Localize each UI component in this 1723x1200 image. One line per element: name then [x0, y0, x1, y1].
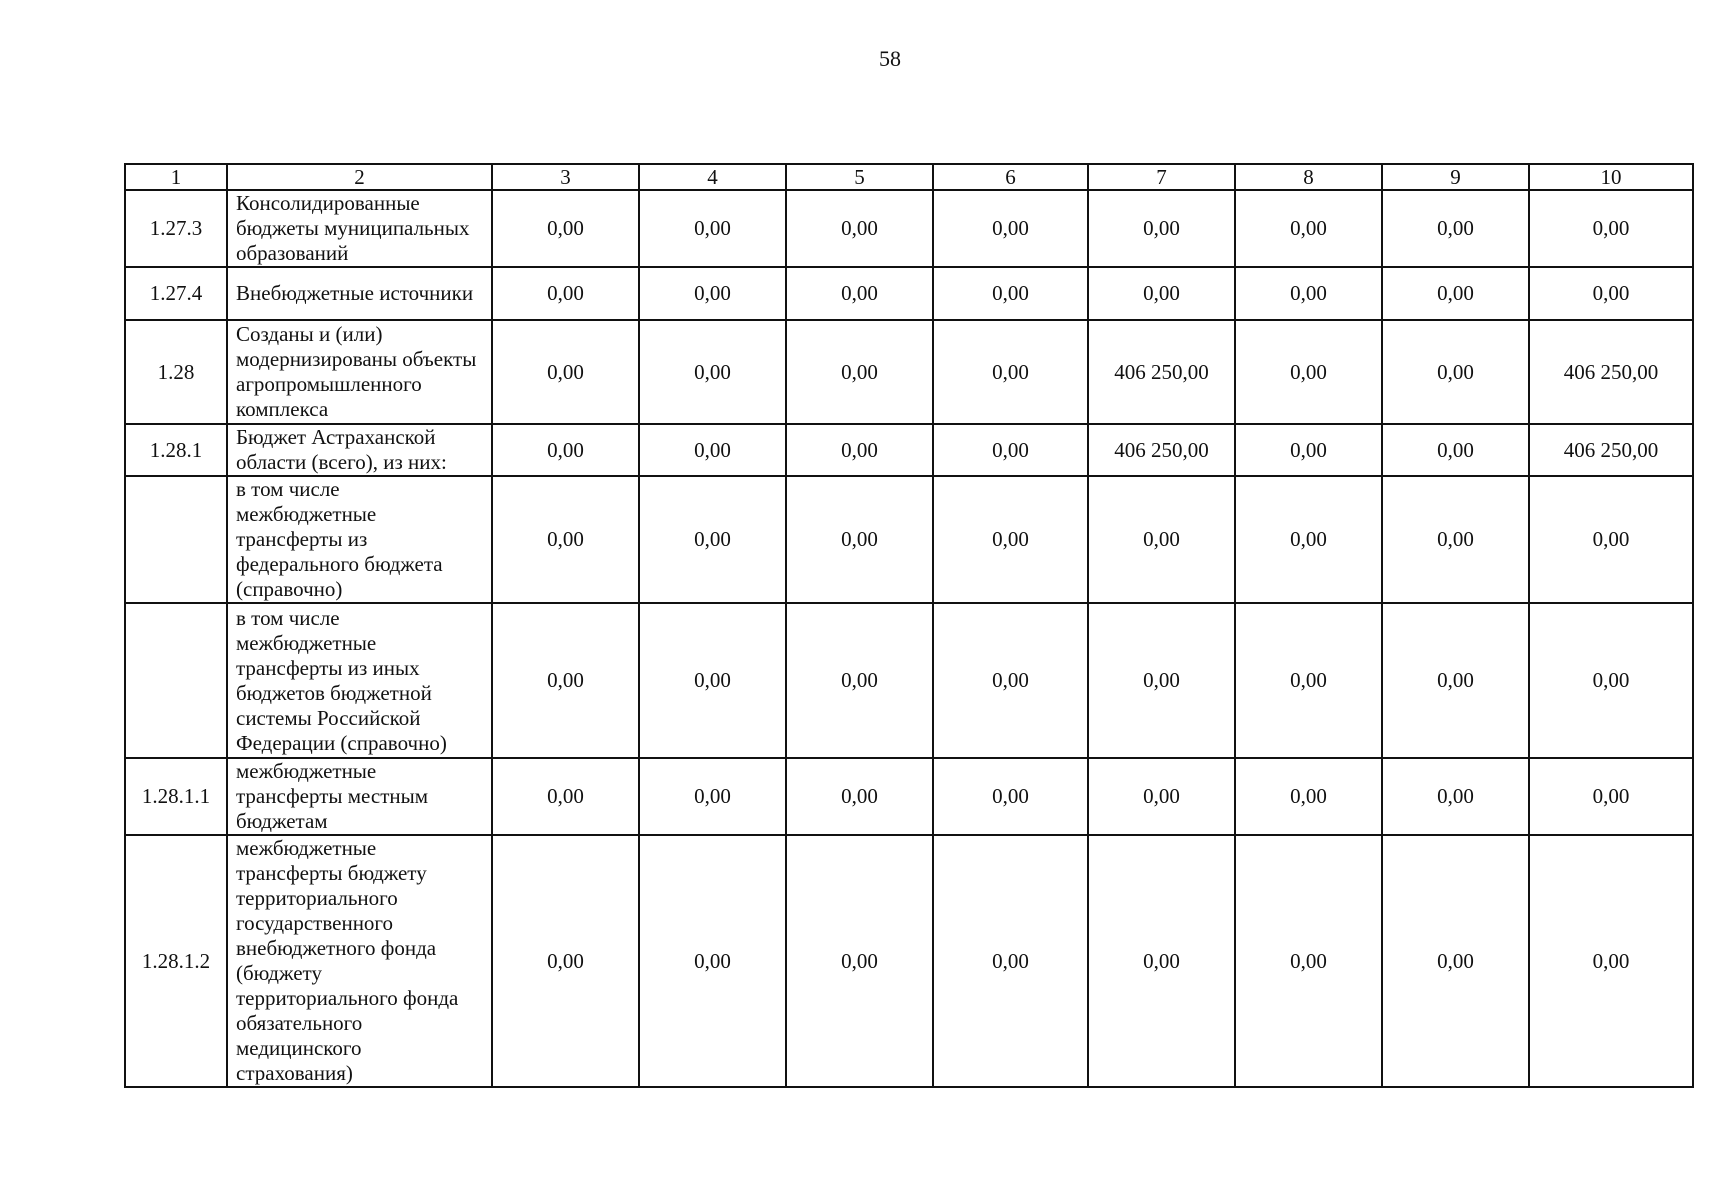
column-header: 4: [639, 164, 786, 190]
row-value: 406 250,00: [1529, 320, 1693, 424]
row-value: 0,00: [639, 835, 786, 1087]
row-value: 0,00: [786, 603, 933, 758]
table-row: [125, 424, 1693, 476]
column-header: 7: [1088, 164, 1235, 190]
column-header: 5: [786, 164, 933, 190]
row-value: 0,00: [1235, 758, 1382, 835]
row-value: 0,00: [1382, 190, 1529, 267]
row-value: 0,00: [786, 424, 933, 476]
row-value: 0,00: [933, 267, 1088, 320]
row-value: 0,00: [492, 835, 639, 1087]
column-header: 9: [1382, 164, 1529, 190]
row-value: 0,00: [933, 424, 1088, 476]
row-value: 0,00: [1088, 190, 1235, 267]
row-value: 0,00: [1529, 835, 1693, 1087]
row-code: 1.27.4: [125, 267, 227, 320]
row-code: [125, 603, 227, 758]
table-row: [125, 835, 1693, 1087]
row-value: 0,00: [639, 758, 786, 835]
row-value: 0,00: [786, 835, 933, 1087]
row-value: 0,00: [639, 267, 786, 320]
row-code: 1.27.3: [125, 190, 227, 267]
budget-table: [124, 163, 1694, 1088]
row-value: 0,00: [492, 476, 639, 603]
row-value: 0,00: [1235, 320, 1382, 424]
column-header: 1: [125, 164, 227, 190]
row-value: 0,00: [492, 758, 639, 835]
row-value: 0,00: [639, 424, 786, 476]
row-description: в том числе межбюджетные трансферты из федерального бюджета (справочно): [227, 476, 492, 603]
row-value: 0,00: [1235, 424, 1382, 476]
row-value: 0,00: [1382, 476, 1529, 603]
row-value: 0,00: [492, 190, 639, 267]
page-number: 58: [879, 46, 901, 71]
column-header: 2: [227, 164, 492, 190]
row-value: 0,00: [786, 758, 933, 835]
row-value: 0,00: [1088, 835, 1235, 1087]
row-description: межбюджетные трансферты бюджету территориального государственного внебюджетного фонда (бюджету территориального фонда обязательного медицинского страхования): [227, 835, 492, 1087]
row-value: 0,00: [492, 267, 639, 320]
row-value: 0,00: [1235, 476, 1382, 603]
row-description: в том числе межбюджетные трансферты из иных бюджетов бюджетной системы Российской Федерации (справочно): [227, 603, 492, 758]
row-value: 0,00: [1088, 758, 1235, 835]
row-value: 0,00: [786, 267, 933, 320]
row-value: 0,00: [933, 320, 1088, 424]
row-description: межбюджетные трансферты местным бюджетам: [227, 758, 492, 835]
row-value: 0,00: [1088, 603, 1235, 758]
row-value: 0,00: [933, 835, 1088, 1087]
row-value: 0,00: [1382, 267, 1529, 320]
column-header: 6: [933, 164, 1088, 190]
table-row: [125, 476, 1693, 603]
row-value: 406 250,00: [1088, 424, 1235, 476]
row-value: 0,00: [1235, 835, 1382, 1087]
row-code: 1.28: [125, 320, 227, 424]
row-value: 0,00: [1382, 835, 1529, 1087]
row-value: 0,00: [1529, 758, 1693, 835]
row-code: [125, 476, 227, 603]
row-value: 0,00: [1382, 603, 1529, 758]
row-value: 0,00: [1235, 603, 1382, 758]
row-code: 1.28.1: [125, 424, 227, 476]
row-value: 0,00: [1529, 190, 1693, 267]
row-value: 0,00: [492, 320, 639, 424]
row-value: 0,00: [786, 476, 933, 603]
row-value: 0,00: [933, 603, 1088, 758]
row-description: Внебюджетные источники: [227, 267, 492, 320]
row-code: 1.28.1.2: [125, 835, 227, 1087]
row-value: 0,00: [639, 476, 786, 603]
row-value: 0,00: [1529, 603, 1693, 758]
row-value: 406 250,00: [1088, 320, 1235, 424]
row-value: 0,00: [639, 320, 786, 424]
row-value: 0,00: [933, 476, 1088, 603]
column-header: 3: [492, 164, 639, 190]
row-description: Консолидированные бюджеты муниципальных образований: [227, 190, 492, 267]
row-value: 0,00: [1529, 476, 1693, 603]
row-value: 0,00: [933, 190, 1088, 267]
row-description: Созданы и (или) модернизированы объекты агропромышленного комплекса: [227, 320, 492, 424]
row-value: 0,00: [1382, 424, 1529, 476]
table-header-row: [125, 164, 1693, 190]
column-header: 8: [1235, 164, 1382, 190]
row-value: 0,00: [786, 320, 933, 424]
row-value: 0,00: [639, 603, 786, 758]
row-code: 1.28.1.1: [125, 758, 227, 835]
row-value: 0,00: [492, 424, 639, 476]
table-row: [125, 603, 1693, 758]
row-value: 0,00: [1088, 267, 1235, 320]
row-value: 0,00: [1529, 267, 1693, 320]
row-value: 0,00: [786, 190, 933, 267]
row-value: 0,00: [1088, 476, 1235, 603]
table-row: [125, 190, 1693, 267]
table-row: [125, 758, 1693, 835]
row-value: 0,00: [933, 758, 1088, 835]
row-value: 0,00: [639, 190, 786, 267]
row-value: 0,00: [1382, 758, 1529, 835]
row-value: 0,00: [1235, 190, 1382, 267]
row-value: 0,00: [492, 603, 639, 758]
row-value: 0,00: [1235, 267, 1382, 320]
row-value: 406 250,00: [1529, 424, 1693, 476]
column-header: 10: [1529, 164, 1693, 190]
table-row: [125, 267, 1693, 320]
row-value: 0,00: [1382, 320, 1529, 424]
row-description: Бюджет Астраханской области (всего), из них:: [227, 424, 492, 476]
table-row: [125, 320, 1693, 424]
